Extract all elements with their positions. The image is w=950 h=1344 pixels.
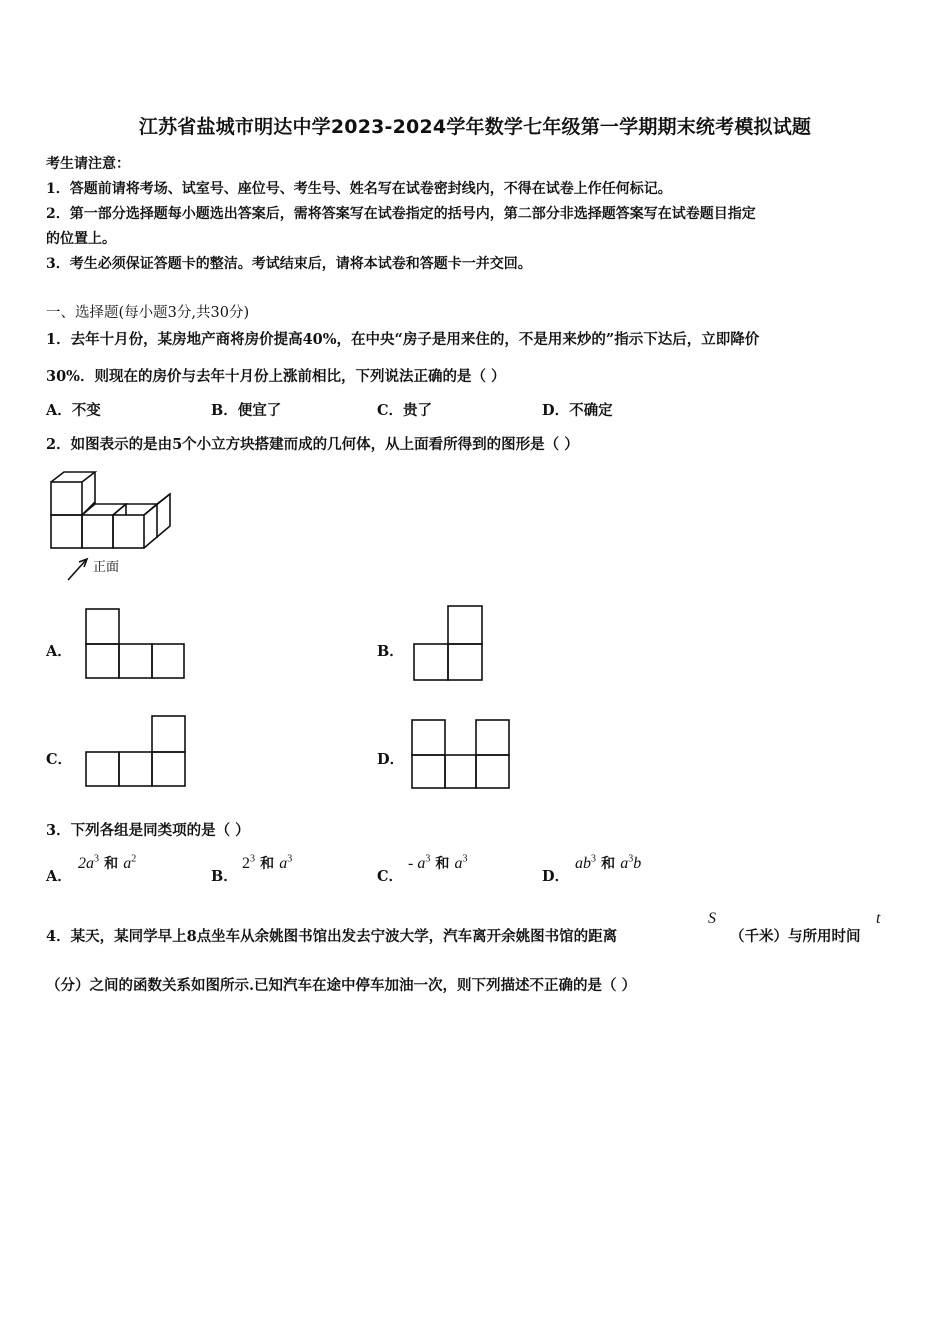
q2-option-b-label: B． xyxy=(377,643,404,660)
q2-option-d-figure xyxy=(410,718,512,790)
q1-option-b: B．便宜了 xyxy=(211,402,282,419)
notice-item-2-cont: 的位置上。 xyxy=(46,231,116,247)
q4-unit: （千米）与所用时间 xyxy=(730,928,861,945)
q3-option-c-label: C． xyxy=(377,868,404,885)
q2-option-c-label: C． xyxy=(46,751,73,768)
q3-option-a: $2a^3$ 和 $a^2$ xyxy=(78,853,137,872)
q2-option-d-label: D． xyxy=(377,751,405,768)
q2-option-c-figure xyxy=(84,714,188,788)
q3-option-a-label: A． xyxy=(46,868,72,885)
q2-option-b-figure xyxy=(412,604,486,682)
q3-option-b-label: B． xyxy=(211,868,238,885)
q1-option-c: C．贵了 xyxy=(377,402,433,419)
q3-option-d-label: D． xyxy=(542,868,570,885)
notice-item-2: 2．第一部分选择题每小题选出答案后，需将答案写在试卷指定的括号内，第二部分非选择题答案写在试卷题目指定 xyxy=(46,206,756,222)
section-heading: 一、选择题(每小题3分,共30分) xyxy=(46,305,250,321)
notice-heading: 考生请注意： xyxy=(46,156,130,172)
q1-option-a: A．不变 xyxy=(46,402,101,419)
q4-var-s: S xyxy=(708,910,716,927)
q1-line2: 30%．则现在的房价与去年十月份上涨前相比，下列说法正确的是（ ） xyxy=(46,368,506,385)
notice-item-1: 1．答题前请将考场、试室号、座位号、考生号、姓名写在试卷密封线内，不得在试卷上作任何标记。 xyxy=(46,181,672,197)
q4-line2: （分）之间的函数关系如图所示.已知汽车在途中停车加油一次，则下列描述不正确的是（ ） xyxy=(46,977,637,994)
q3-option-d: $ab^3$ 和 $a^3b$ xyxy=(575,853,642,872)
page-title: 江苏省盐城市明达中学2023-2024学年数学七年级第一学期期末统考模拟试题 xyxy=(138,116,812,138)
q4-var-t: t xyxy=(876,910,881,927)
q2-option-a-figure xyxy=(84,606,186,680)
q4-line1: 4．某天，某同学早上8点坐车从余姚图书馆出发去宁波大学，汽车离开余姚图书馆的距离 xyxy=(46,928,618,945)
q3-text: 3．下列各组是同类项的是（ ） xyxy=(46,822,250,839)
q2-option-a-label: A． xyxy=(46,643,72,660)
q2-text: 2．如图表示的是由5个小立方块搭建而成的几何体，从上面看所得到的图形是（ ） xyxy=(46,436,579,453)
q1-option-d: D．不确定 xyxy=(542,402,613,419)
q3-option-c: - $a^3$ 和 $a^3$ xyxy=(408,853,468,872)
q1-line1: 1．去年十月份，某房地产商将房价提高40%，在中央“房子是用来住的，不是用来炒的”指示下达后，立即降价 xyxy=(46,331,760,348)
q3-option-b: $2^3$ 和 $a^3$ xyxy=(242,853,293,872)
notice-item-3: 3．考生必须保证答题卡的整洁。考试结束后，请将本试卷和答题卡一并交回。 xyxy=(46,256,532,272)
q2-front-label: 正面 xyxy=(93,560,120,575)
